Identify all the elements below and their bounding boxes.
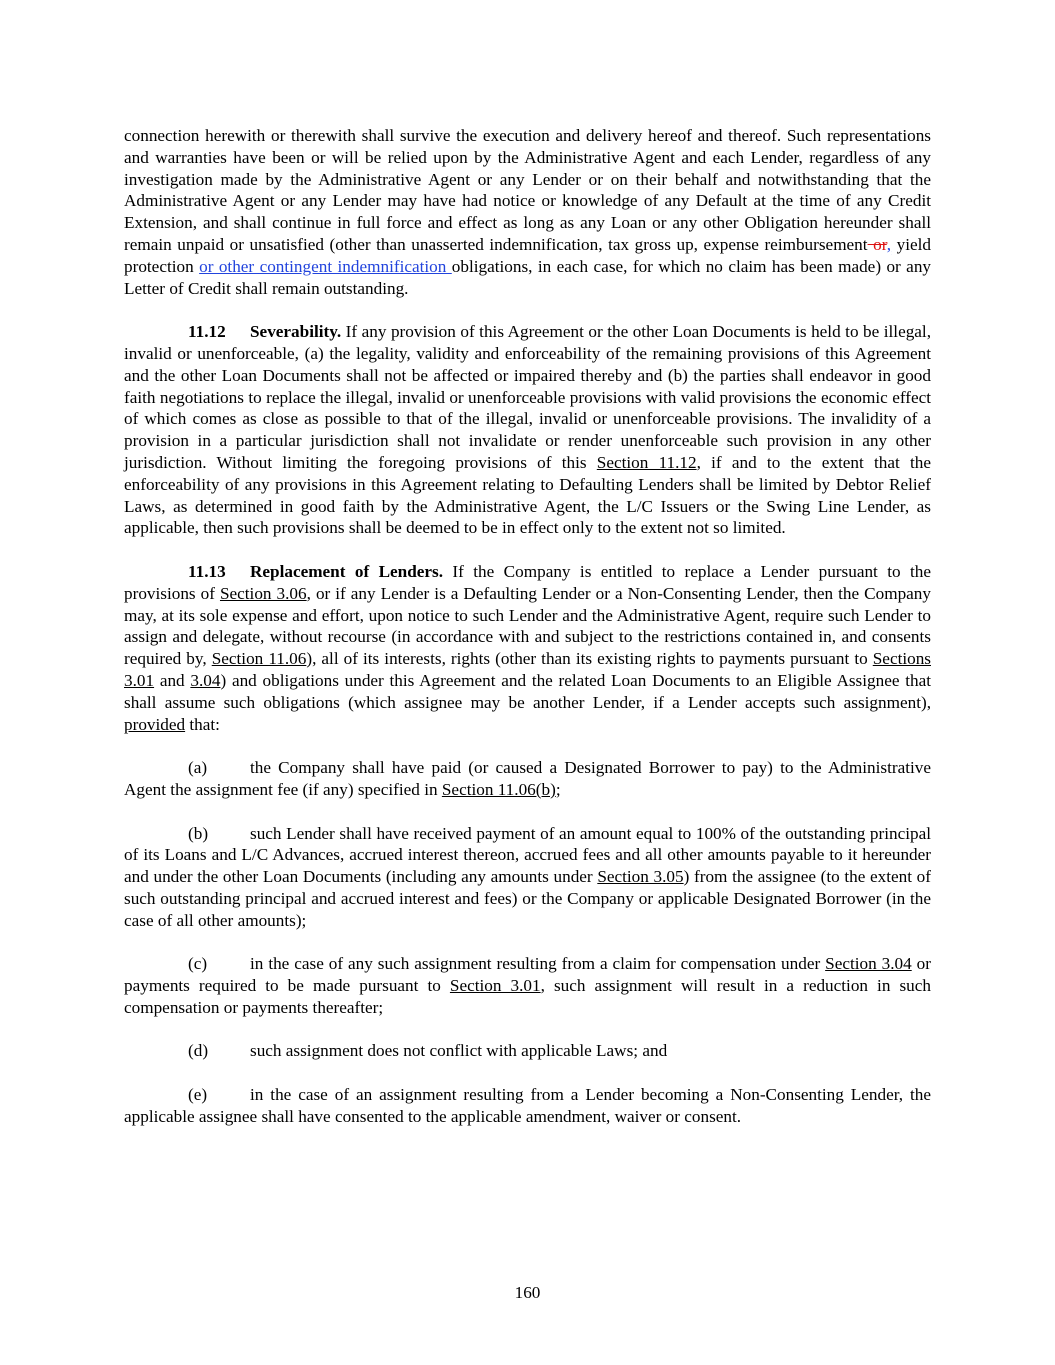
clause-label: (b)	[188, 823, 209, 843]
section-number: 11.12	[188, 322, 226, 342]
section-reference: Section 11.12	[596, 452, 697, 472]
text: connection herewith or therewith shall survive the execution and delivery hereof and thereof. Such representations and warranties have been or will be relied upon by the Administrative Agent and each Lender, regardless of any investigation made by the Administrative Agent or any Lender or on their behalf and notwithstanding that the Administrative Agent or any Lender may have had notice or knowledge of any Default at the time of any Credit Extension, and shall continue in full force and effect as long as any Loan or any other Obligation hereunder shall remain unpaid or unsatisfied (other than unasserted indemnification, tax gross up, expense reimbursement	[124, 126, 931, 254]
text: such Lender shall have received payment of an amount equal to 100% of the outstanding principal of its Loans and L/C Advances, accrued interest thereon, accrued fees and all other amounts payable to it hereunder and under the other Loan Documents (including any amounts under	[124, 823, 931, 887]
section-heading: Severability.	[250, 322, 342, 342]
deleted-text: or	[867, 234, 887, 254]
section-reference: Section 3.04	[825, 954, 912, 974]
text: , such assignment will result in a reduction in such compensation or payments thereafter;	[124, 976, 931, 1017]
inserted-text: ,	[886, 234, 892, 254]
clause-label: (c)	[188, 954, 208, 974]
clause-label: (e)	[188, 1085, 208, 1105]
section-number: 11.13	[188, 561, 226, 581]
section-reference: 3.04	[190, 670, 221, 690]
text: ;	[555, 779, 561, 799]
text: that:	[185, 714, 220, 734]
text: , if and to the extent that the enforceability of any provisions in this Agreement relating to Defaulting Lenders shall be limited by Debtor Relief Laws, as determined in good faith by the Administrative Agent, the L/C Issuers or the Swing Line Lender, as applicable, then such provisions shall be deemed to be in effect only to the extent not so limited.	[124, 452, 931, 538]
clause-a	[124, 757, 931, 801]
text: or payments required to be made pursuant to	[124, 954, 931, 996]
clause-e	[124, 1084, 931, 1128]
page-number: 160	[514, 1283, 541, 1302]
clause-d	[124, 1040, 931, 1062]
section-11-13	[124, 561, 931, 735]
text: yield protection	[124, 234, 931, 276]
text: obligations, in each case, for which no claim has been made) or any Letter of Credit shall remain outstanding.	[124, 256, 932, 298]
text: ) and obligations under this Agreement and the related Loan Documents to an Eligible Assignee that shall assume such obligations (which assignee may be another Lender, if a Lender accepts such assignment),	[124, 670, 931, 712]
text: the Company shall have paid (or caused a Designated Borrower to pay) to the Administrative Agent the assignment fee (if any) specified in	[124, 758, 931, 799]
section-reference: Section 3.01	[449, 976, 541, 996]
text: If any provision of this Agreement or the other Loan Documents is held to be illegal, invalid or unenforceable, (a) the legality, validity and enforceability of the remaining provisions of this Agreement and the other Loan Documents shall not be affected or impaired thereby and (b) the parties shall endeavor in good faith negotiations to replace the illegal, invalid or unenforceable provisions with valid provisions the economic effect of which comes as close as possible to that of the illegal, invalid or unenforceable provisions. The invalidity of a provision in a particular jurisdiction shall not invalidate or render unenforceable such provision in any other jurisdiction. Without limiting the foregoing provisions of this	[124, 322, 931, 472]
section-reference: Section 3.06	[219, 583, 307, 603]
survival-paragraph	[124, 125, 931, 299]
clause-label: (d)	[188, 1041, 209, 1061]
clause-c	[124, 953, 931, 1018]
text: ) from the assignee (to the extent of such outstanding principal and accrued interest and fees) or the Company or applicable Designated Borrower (in the case of all other amounts);	[124, 867, 931, 930]
inserted-text: or other contingent indemnification	[199, 256, 452, 276]
text: in the case of an assignment resulting from a Lender becoming a Non-Consenting Lender, the applicable assignee shall have consented to the applicable amendment, waiver or consent.	[124, 1085, 931, 1126]
text: ), all of its interests, rights (other than its existing rights to payments pursuant to	[306, 649, 873, 669]
section-reference: Sections 3.01	[124, 649, 931, 690]
text: , or if any Lender is a Defaulting Lender or a Non-Consenting Lender, then the Company may, at its sole expense and effort, upon notice to such Lender and the Administrative Agent, require such Lender to assign and delegate, without recourse (in accordance with and subject to the restrictions contained in, and consents required by,	[124, 583, 931, 669]
section-reference: Section 11.06(b)	[441, 779, 556, 799]
clause-label: (a)	[188, 758, 208, 778]
section-reference: Section 11.06	[211, 649, 307, 669]
text: and	[154, 670, 191, 690]
text: If the Company is entitled to replace a Lender pursuant to the provisions of	[124, 561, 931, 603]
text: such assignment does not conflict with applicable Laws; and	[250, 1041, 668, 1061]
section-heading: Replacement of Lenders.	[250, 561, 444, 581]
document-body	[124, 125, 931, 1149]
defined-term: provided	[124, 714, 186, 734]
section-reference: Section 3.05	[597, 867, 684, 887]
section-11-12	[124, 321, 931, 539]
clause-b	[124, 823, 931, 932]
text: in the case of any such assignment resulting from a claim for compensation under	[250, 954, 826, 974]
